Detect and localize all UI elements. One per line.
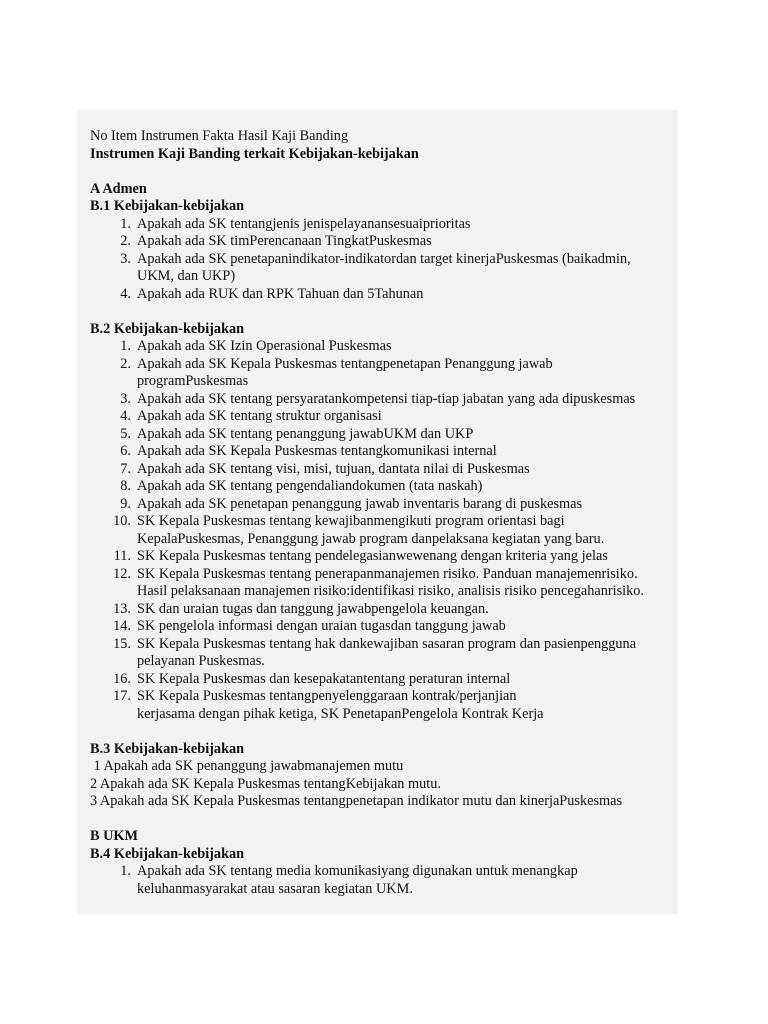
- section-a-heading: A Admen: [90, 180, 147, 197]
- list-item-text: Apakah ada SK Kepala Puskesmas tentangkomunikasi internal: [137, 443, 497, 459]
- list-item-number: 17.: [113, 688, 131, 704]
- list-item-text: kerjasama dengan pihak ketiga, SK PenetapanPengelola Kontrak Kerja: [137, 705, 544, 722]
- list-item-text: SK Kepala Puskesmas tentang hak dankewajiban sasaran program dan pasienpengguna: [137, 635, 637, 652]
- list-item-text: Hasil pelaksanaan manajemen risiko:identifikasi risiko, analisis risiko pencegahanrisiko.: [137, 583, 645, 599]
- b2-list: [90, 338, 680, 723]
- spacer: [90, 723, 680, 741]
- list-item-text: Apakah ada SK penetapan penanggung jawab inventaris barang di puskesmas: [137, 495, 583, 512]
- list-item-number: 3.: [120, 250, 131, 267]
- b2-heading: B.2 Kebijakan-kebijakan: [90, 320, 245, 337]
- list-item-text: keluhanmasyarakat atau sasaran kegiatan UKM.: [137, 880, 413, 897]
- list-item: [90, 636, 680, 671]
- list-item: [90, 356, 680, 391]
- list-item-number: 16.: [113, 670, 131, 687]
- b4-heading: B.4 Kebijakan-kebijakan: [90, 845, 245, 862]
- list-item: [90, 478, 680, 496]
- list-item-text: UKM, dan UKP): [137, 268, 236, 284]
- list-item-number: 1.: [120, 338, 131, 354]
- b3-item-1: 1 Apakah ada SK penanggung jawabmanajemen mutu: [90, 758, 404, 774]
- list-item-number: 10.: [113, 513, 131, 529]
- list-item-text: Apakah ada RUK dan RPK Tahuan dan 5Tahunan: [137, 285, 424, 302]
- list-item: [90, 233, 680, 251]
- list-item-text: SK Kepala Puskesmas tentang pendelegasianwewenang dengan kriteria yang jelas: [137, 548, 608, 564]
- list-item-text: Apakah ada SK tentang persyaratankompetensi tiap-tiap jabatan yang ada dipuskesmas: [137, 390, 636, 407]
- b1-heading: B.1 Kebijakan-kebijakan: [90, 198, 245, 214]
- list-item: [90, 408, 680, 426]
- section-b-heading: B UKM: [90, 828, 139, 844]
- list-item-text: Apakah ada SK Izin Operasional Puskesmas: [137, 338, 392, 354]
- b3-heading: B.3 Kebijakan-kebijakan: [90, 740, 245, 757]
- list-item: [90, 548, 680, 566]
- list-item-number: 9.: [120, 495, 131, 512]
- b3-item-2: 2 Apakah ada SK Kepala Puskesmas tentangKebijakan mutu.: [90, 775, 441, 792]
- list-item: [90, 496, 680, 514]
- list-item: [90, 618, 680, 636]
- list-item: [90, 338, 680, 356]
- list-item-number: 8.: [120, 478, 131, 494]
- list-item: [90, 443, 680, 461]
- list-item-text: Apakah ada SK tentang struktur organisasi: [137, 408, 382, 424]
- list-item-text: SK Kepala Puskesmas dan kesepakatantentang peraturan internal: [137, 670, 511, 687]
- b3-item-3: 3 Apakah ada SK Kepala Puskesmas tentangpenetapan indikator mutu dan kinerjaPuskesmas: [90, 793, 623, 809]
- list-item: [90, 391, 680, 409]
- list-item: [90, 426, 680, 444]
- list-item: [90, 216, 680, 234]
- list-item-number: 11.: [113, 548, 131, 564]
- list-item-number: 4.: [120, 408, 131, 424]
- list-item-text: Apakah ada SK tentang visi, misi, tujuan, dantata nilai di Puskesmas: [137, 460, 530, 477]
- list-item-text: SK Kepala Puskesmas tentangpenyelenggaraan kontrak/perjanjian: [137, 688, 517, 704]
- list-item-text: KepalaPuskesmas, Penanggung jawab program danpelaksana kegiatan yang baru.: [137, 530, 605, 547]
- b1-list: [90, 216, 680, 304]
- spacer: [90, 303, 680, 321]
- b3-list: [90, 758, 680, 811]
- list-item-number: 2.: [120, 355, 131, 372]
- list-item-text: SK Kepala Puskesmas tentang penerapanmanajemen risiko. Panduan manajemenrisiko.: [137, 565, 638, 582]
- list-item-text: SK Kepala Puskesmas tentang kewajibanmengikuti program orientasi bagi: [137, 513, 565, 529]
- list-item-number: 5.: [120, 425, 131, 442]
- document-title: Instrumen Kaji Banding terkait Kebijakan-kebijakan: [90, 145, 419, 162]
- b4-list: [90, 863, 680, 898]
- list-item-text: pelayanan Puskesmas.: [137, 653, 265, 669]
- list-item-number: 15.: [113, 635, 131, 652]
- list-item: [90, 671, 680, 689]
- list-item: [90, 251, 680, 286]
- list-item-number: 3.: [120, 390, 131, 407]
- document-content: [90, 128, 680, 898]
- list-item: [90, 863, 680, 898]
- list-item-text: Apakah ada SK timPerencanaan TingkatPuskesmas: [137, 233, 432, 249]
- list-item-text: SK dan uraian tugas dan tanggung jawabpengelola keuangan.: [137, 600, 489, 617]
- list-item-number: 1.: [120, 215, 131, 232]
- list-item: [90, 688, 680, 723]
- list-item: [90, 461, 680, 479]
- list-item-number: 6.: [120, 443, 131, 459]
- list-item: [90, 566, 680, 601]
- list-item-number: 4.: [120, 285, 131, 302]
- list-item-text: Apakah ada SK tentang media komunikasiyang digunakan untuk menangkap: [137, 863, 578, 879]
- header-line: No Item Instrumen Fakta Hasil Kaji Banding: [90, 128, 349, 144]
- list-item-text: programPuskesmas: [137, 373, 249, 389]
- list-item: [90, 601, 680, 619]
- list-item-text: Apakah ada SK Kepala Puskesmas tentangpenetapan Penanggung jawab: [137, 355, 553, 372]
- list-item-number: 2.: [120, 233, 131, 249]
- list-item-text: SK pengelola informasi dengan uraian tugasdan tanggung jawab: [137, 618, 506, 634]
- list-item-number: 7.: [120, 460, 131, 477]
- list-item-number: 14.: [113, 618, 131, 634]
- list-item: [90, 513, 680, 548]
- spacer: [90, 811, 680, 829]
- list-item-text: Apakah ada SK tentang pengendaliandokumen (tata naskah): [137, 478, 483, 494]
- list-item-number: 13.: [113, 600, 131, 617]
- list-item-text: Apakah ada SK tentangjenis jenispelayanansesuaiprioritas: [137, 215, 471, 232]
- list-item-text: Apakah ada SK tentang penanggung jawabUKM dan UKP: [137, 425, 474, 442]
- spacer: [90, 163, 680, 181]
- list-item-number: 12.: [113, 565, 131, 582]
- list-item-number: 1.: [120, 863, 131, 879]
- list-item: [90, 286, 680, 304]
- list-item-text: Apakah ada SK penetapanindikator-indikatordan target kinerjaPuskesmas (baikadmin,: [137, 250, 631, 267]
